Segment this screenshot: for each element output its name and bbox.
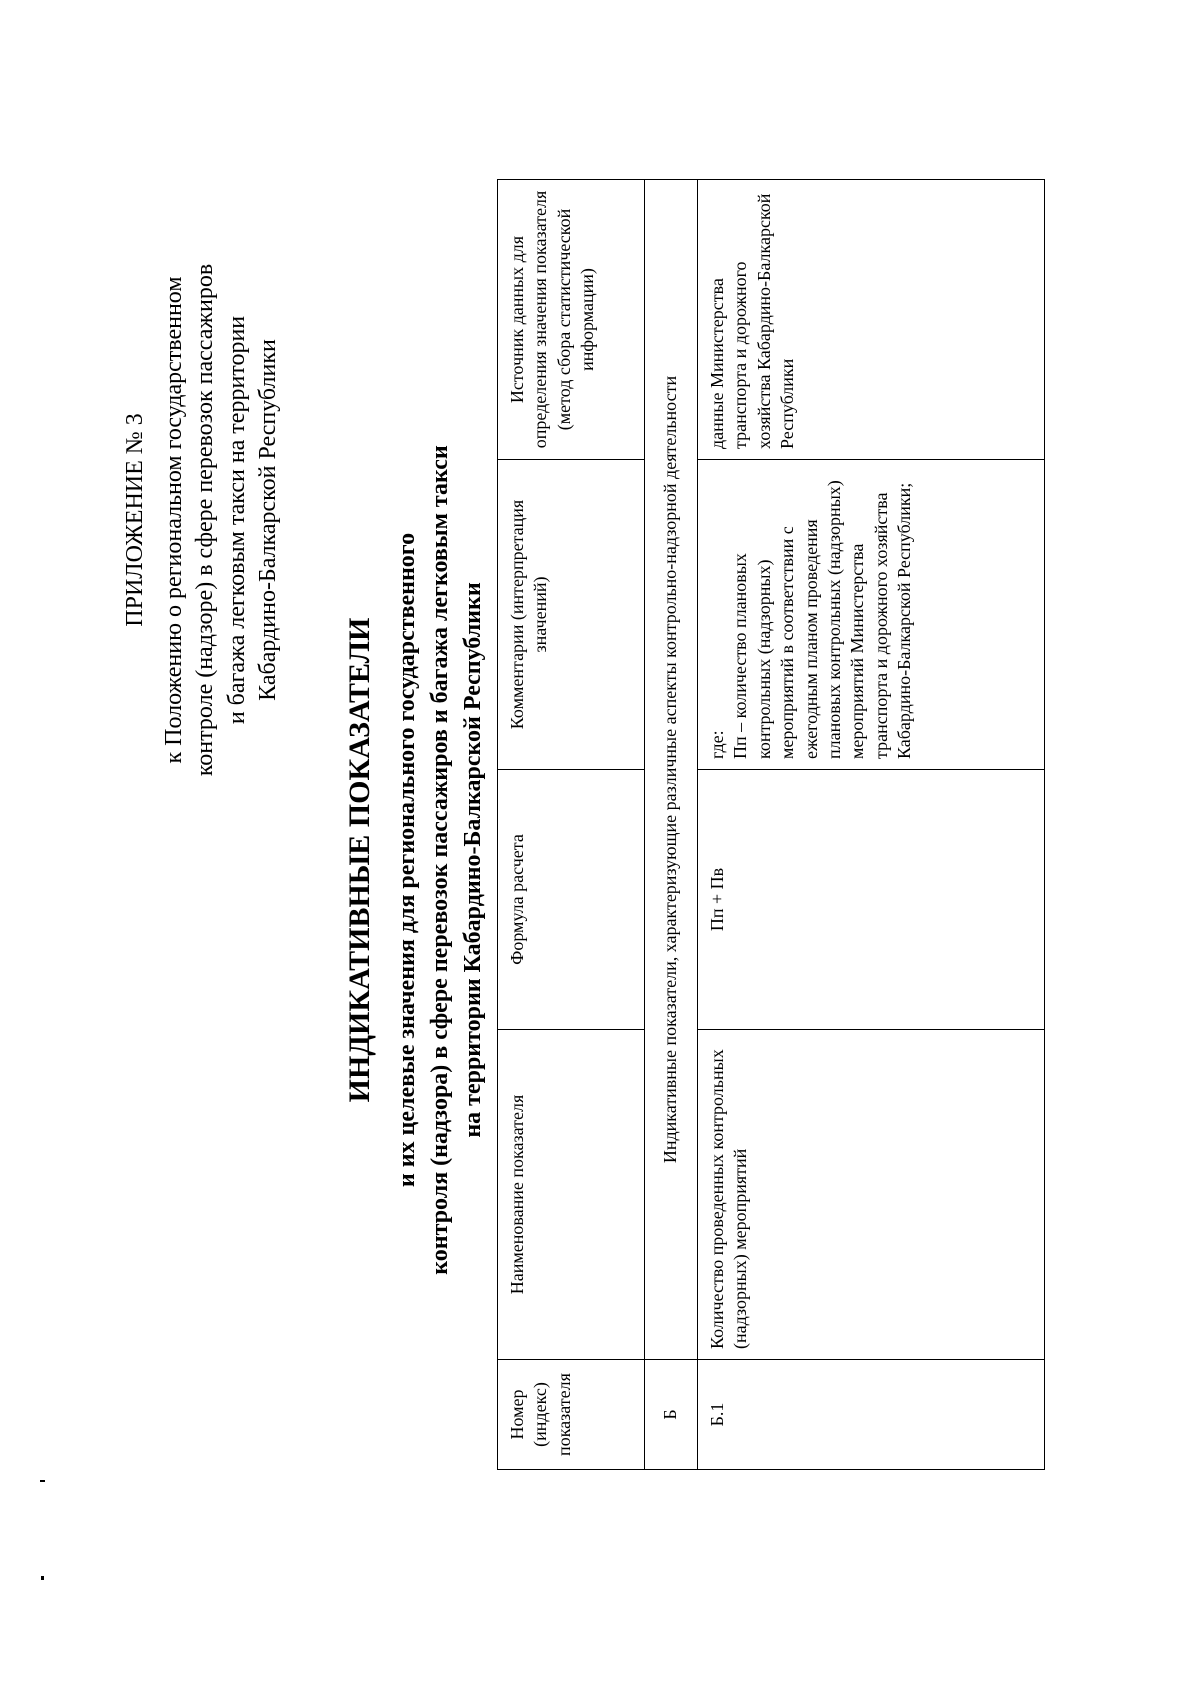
group-code-cell: Б: [645, 1360, 698, 1470]
document-subtitle-line: и их целевые значения для регионального государственного: [394, 532, 420, 1188]
document-title: ИНДИКАТИВНЫЕ ПОКАЗАТЕЛИ: [343, 617, 376, 1103]
appendix-header: [120, 220, 284, 820]
document-subtitle-line: контроля (надзора) в сфере перевозок пассажиров и багажа легковым такси: [427, 445, 453, 1275]
indicators-table: [497, 179, 1045, 1470]
group-text-cell: Индикативные показатели, характеризующие различные аспекты контрольно-надзорной деятельности: [645, 180, 698, 1360]
table-row: [698, 180, 1045, 1470]
appendix-line: к Положению о региональном государственном: [161, 276, 188, 764]
table-header-row: [498, 180, 645, 1470]
scan-marks: [40, 1480, 60, 1600]
appendix-line: контроле (надзоре) в сфере перевозок пассажиров: [192, 263, 219, 777]
scan-mark: [40, 1480, 45, 1482]
appendix-line: Кабардино-Балкарской Республики: [254, 339, 281, 701]
comment-text: Пп – количество плановых контрольных (надзорных) мероприятий в соответствии с ежегодным планом проведения плановых контрольных (надзорных) мероприятий Министерства транспорта и дорожного хозяйства Кабардино-Балкарской Республики;: [730, 480, 915, 759]
row-formula-cell: Пп + Пв: [698, 770, 1045, 1030]
row-comment-cell: [698, 460, 1045, 770]
header-cell-formula: Формула расчета: [498, 770, 645, 1030]
scan-mark: [41, 1576, 44, 1580]
header-cell-number: Номер (индекс) показателя: [498, 1360, 645, 1470]
appendix-line: и багажа легковым такси на территории: [223, 315, 250, 725]
row-code-cell: Б.1: [698, 1360, 1045, 1470]
document-subtitle-line: на территории Кабардино-Балкарской Республики: [460, 582, 486, 1138]
comment-where: где:: [707, 730, 727, 759]
row-name-cell: Количество проведенных контрольных (надзорных) мероприятий: [698, 1030, 1045, 1360]
header-cell-source: Источник данных для определения значения показателя (метод сбора статистической информации): [498, 180, 645, 460]
table-group-row: [645, 180, 698, 1470]
appendix-number: ПРИЛОЖЕНИЕ № 3: [122, 413, 148, 627]
row-source-cell: данные Министерства транспорта и дорожного хозяйства Кабардино-Балкарской Республики: [698, 180, 1045, 460]
header-cell-comment: Комментарии (интерпретация значений): [498, 460, 645, 770]
header-cell-name: Наименование показателя: [498, 1030, 645, 1360]
rotated-page: [95, 140, 1095, 1580]
